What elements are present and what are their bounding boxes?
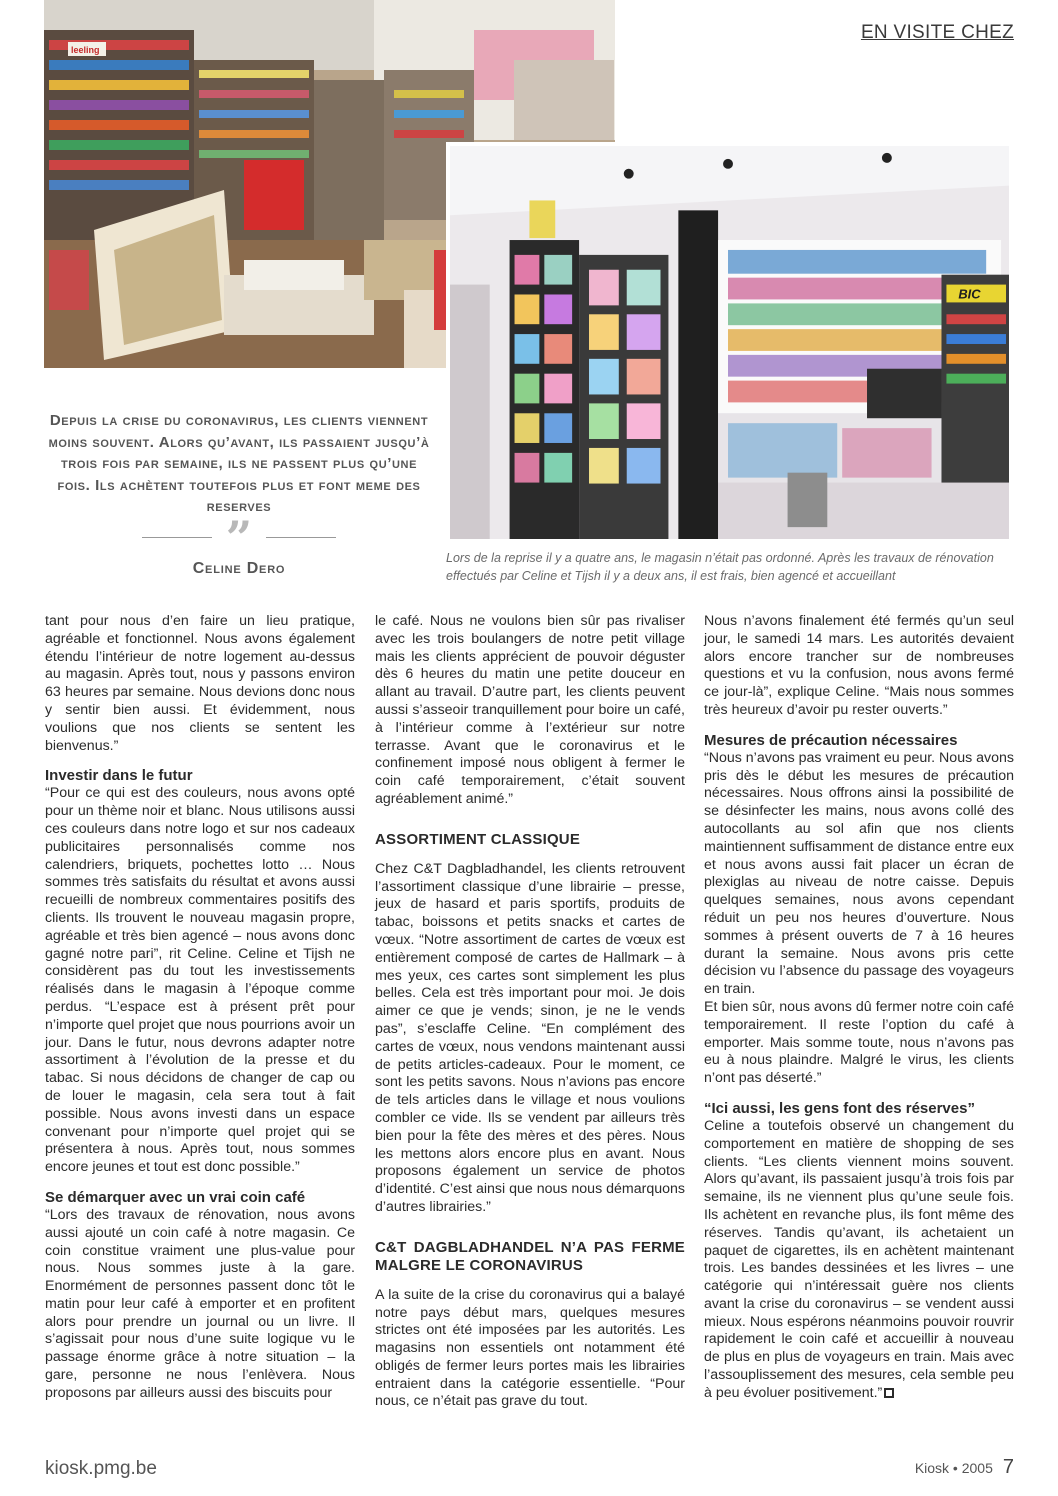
article-column-1 <box>45 613 355 1403</box>
photo-sign-text: leeling <box>71 45 100 55</box>
subheading-mesures: Mesures de précaution nécessaires <box>704 731 958 749</box>
pull-quote-text: Depuis la crise du coronavirus, les clients viennent moins souvent. Alors qu’avant, ils passaient jusqu’à trois fois par semaine, ils ne passent plus qu’une fois. Ils achètent toutefois plus et font meme des reserves <box>48 412 430 515</box>
section-tag: EN VISITE CHEZ <box>860 22 1014 43</box>
paragraph: “Pour ce qui est des couleurs, nous avons opté pour un thème noir et blanc. Nous utilisons aussi ces couleurs dans notre logo et sur nos cadeaux publicitaires personnalisés comme nos calendriers, briquets, pochettes lotto … Nous sommes très satisfaits du résultat et avons aussi recueilli de nombreux commentaires positifs des clients. Ils trouvent le nouveau magasin propre, agréable et très bien agencé – nous avons donc gagné notre pari”, rit Celine. Celine et Tijsh ne considèrent pas du tout les investissements réalisés dans le magasin à l’époque comme perdus. “L’espace est à présent prêt pour n’importe quel projet que nous pourrions avoir un jour. Dans le futur, nous devrons adapter notre assortiment à l’évolution de la presse et du tabac. Si nous décidons de changer de cap ou de louer le magasin, cela sera tout à fait possible. Nous avons investi dans un espace convenant pour n’importe quel projet qui se présentera à nous. Après tout, nous sommes encore jeunes et tout est donc possible.” <box>45 785 355 1176</box>
paragraph: A la suite de la crise du coronavirus qui a balayé notre pays début mars, quelques mesures strictes ont été imposées par les autorités. Les magasins non essentiels ont notamment été obligés de fermer leurs portes mais les librairies entraient dans la catégorie essentielle. “Pour nous, ce n’était pas grave du tout. <box>375 1286 685 1410</box>
paragraph: Chez C&T Dagbladhandel, les clients retrouvent l’assortiment classique d’une librairie – presse, jeux de hasard et paris sportifs, produits de tabac, boissons et petits snacks et cartes de vœux. “Notre assortiment de cartes de vœux est entièrement composé de cartes de Hallmark – à mes yeux, ces cartes sont simplement les plus belles. Cela est très important pour moi. Je dois aimer ce que je vends; sinon, je ne le vends pas”, s’esclaffe Celine. “En complément des cartes de vœux, nous vendons maintenant aussi de petits articles-cadeaux. Pour le moment, ce sont les petits savons. Nous n’avions pas encore de tels articles dans le village et nous voulions combler ce vide. Ils se vendent par ailleurs très bien pour la fête des mères et des pères. Nous les mettons alors encore plus en avant. Nous proposons également un service de photos d’identité. C’est ainsi que nous nous démarquons d’autres librairies.” <box>375 860 685 1215</box>
quote-mark-icon: ” <box>225 510 253 565</box>
page-number: 7 <box>1002 1456 1014 1478</box>
paragraph: Et bien sûr, nous avons dû fermer notre coin café temporairement. Il reste l’option du café à emporter. Mais somme toute, nous n’avons pas eu à nous plaindre. Malgré le virus, les clients n’ont pas déserté.” <box>704 998 1014 1087</box>
shop-interior-photo-2 <box>446 142 1009 539</box>
website-link[interactable]: kiosk.pmg.be <box>45 1458 157 1479</box>
photo-brand-text: BIC <box>958 286 981 302</box>
subheading-reserves: “Ici aussi, les gens font des réserves” <box>704 1099 975 1117</box>
paragraph: le café. Nous ne voulons bien sûr pas rivaliser avec les trois boulangers de notre petit village mais les clients apprécient de pouvoir déguster dès 6 heures du matin une petite douceur en allant au travail. D’autre part, les clients peuvent aussi s’asseoir tranquillement pour boire un café, à l’intérieur comme à l’extérieur sur notre terrasse. Avant que le coronavirus et le confinement imposé nous obligent à fermer le coin café temporairement, c’était souvent agréablement animé.” <box>375 613 685 807</box>
article-column-2 <box>375 613 685 1411</box>
photo-caption: Lors de la reprise il y a quatre ans, le magasin n’était pas ordonné. Après les travaux de rénovation effectués par Celine et Tijsh il y a deux ans, il est frais, bien agencé et accueillant <box>446 551 994 583</box>
paragraph-final-text: Celine a toutefois observé un changement du comportement en matière de shopping de ses clients. “Les clients viennent moins souvent. Alors qu’avant, ils passaient jusqu’à trois fois par semaine, ils ne viennent plus qu’une seule fois. Ils achètent en revanche plus, ils font même des réserves. Tandis qu’avant, ils achetaient un paquet de cigarettes, ils en achètent maintenant trois. Les bandes dessinées et les livres – une catégorie qui n’intéressait guère nos clients avant la crise du coronavirus – se vendent aussi mieux. Nous espérons néanmoins pouvoir rouvrir rapidement le coin café et accueillir à nouveau de plus en plus de voyageurs en train. Mais avec l’assouplissement des mesures, cela semble peu à peu évoluer positivement.” <box>704 1117 1014 1401</box>
paragraph: Nous n’avons finalement été fermés qu’un seul jour, le samedi 14 mars. Les autorités devaient alors encore trancher sur de nombreuses questions et vu la confusion, nous avons fermé ce jour-là”, explique Celine. “Mais nous sommes très heureux d’avoir pu rester ouverts.” <box>704 613 1014 718</box>
paragraph-final <box>704 1118 1014 1403</box>
pull-quote <box>44 410 434 578</box>
subheading-investir: Investir dans le futur <box>45 767 193 785</box>
heading-assortiment: ASSORTIMENT CLASSIQUE <box>375 830 581 848</box>
page-footer <box>915 1456 1014 1479</box>
end-square-icon <box>884 1388 894 1398</box>
paragraph: “Nous n’avons pas vraiment eu peur. Nous avons pris dès le début les mesures de précaution nécessaires. Nous offrons ainsi la possibilité de se désinfecter les mains, nous avons collé des autocollants au sol afin que nos clients maintiennent suffisamment de distance entre eux et nous avons aussi fait placer un écran de plexiglas au niveau de notre caisse. Depuis quelques semaines, nous avons cependant réduit un peu nos heures d’ouverture. Nous sommes à présent ouverts de 7 à 16 heures durant la semaine. Nous avons pris cette décision vu l’absence du passage des voyageurs en train. <box>704 749 1014 998</box>
divider-line-right <box>266 537 336 538</box>
issue-label: Kiosk • 2005 <box>914 1460 993 1476</box>
article-column-3 <box>704 613 1014 1403</box>
quote-divider <box>44 510 434 565</box>
heading-pas-ferme: C&T DAGBLADHANDEL N’A PAS FERME MALGRE LE CORONAVIRUS <box>375 1238 685 1274</box>
paragraph: “Lors des travaux de rénovation, nous avons aussi ajouté un coin café à notre magasin. Ce coin constitue vraiment une plus-value pour nous. Nous sommes juste à la gare. Enormément de personnes passent donc tôt le matin pour leur café à emporter et en profitent alors pour prendre un journal ou un livre. Il s’agissait pour nous d’une suite logique vu le passage énorme grâce à notre situation – la gare, personne ne nous l’enlèvera. Nous proposons par ailleurs aussi des biscuits pour <box>45 1206 355 1401</box>
divider-line-left <box>142 537 212 538</box>
subheading-coin-cafe: Se démarquer avec un vrai coin café <box>45 1188 306 1206</box>
pull-quote-author: Celine Dero <box>192 559 286 577</box>
paragraph: tant pour nous d’en faire un lieu pratique, agréable et fonctionnel. Nous avons également étendu l’intérieur de notre logement au-dessus au magasin. Après tout, nous y passons environ 63 heures par semaine. Nous devions donc nous y sentir bien aussi. Et évidemment, nous voulions que nos clients se sentent les bienvenus.” <box>45 613 355 754</box>
